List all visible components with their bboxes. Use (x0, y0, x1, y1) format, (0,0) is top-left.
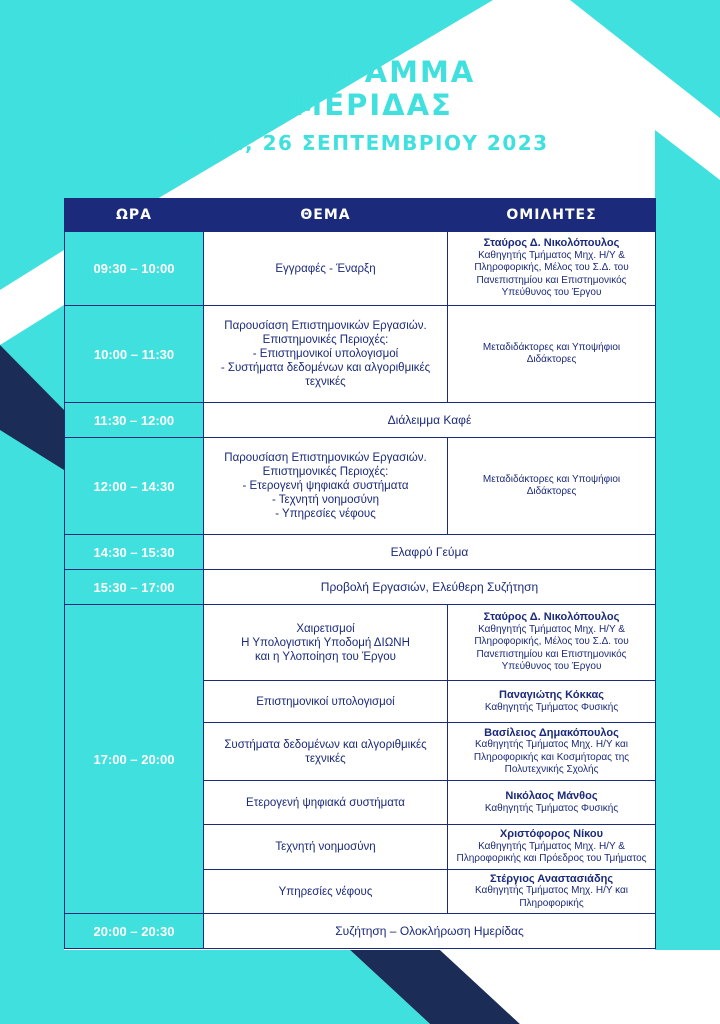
text-line: Διδάκτορες (526, 354, 577, 365)
time-cell: 14:30 – 15:30 (65, 535, 204, 570)
text-line: τεχνικές (305, 376, 346, 388)
topic-cell (204, 781, 448, 825)
speaker-cell (448, 438, 656, 535)
header-row (65, 199, 656, 232)
text-line: Υπεύθυνος του Έργου (501, 287, 602, 299)
text-line: Επιστημονικές Περιοχές: (262, 334, 389, 346)
speaker-cell (448, 723, 656, 781)
schedule-row (65, 605, 656, 681)
text-line: Διδάκτορες (526, 486, 577, 497)
text-line: Μεταδιδάκτορες και Υποψήφιοι (482, 341, 621, 353)
speaker-cell (448, 681, 656, 723)
text-line: Καθηγητής Τμήματος Μηχ. Η/Υ & (478, 623, 625, 635)
speaker-name: Νικόλαος Μάνθος (505, 790, 598, 802)
text-line: - Τεχνητή νοημοσύνη (271, 494, 380, 506)
text-line: Επιστημονικές Περιοχές: (262, 466, 389, 478)
topic-cell (204, 825, 448, 870)
text-line: Η Υπολογιστική Υποδομή ΔΙΩΝΗ (241, 636, 410, 649)
text-line: Καθηγητής Τμήματος Μηχ. Η/Υ και (475, 885, 628, 897)
text-line: Πληροφορικής και Πρόεδρος του Τμήματος (456, 853, 647, 865)
text-line: Πληροφορικής, Μέλος του Σ.Δ. του (474, 262, 629, 274)
schedule-body (65, 232, 656, 949)
merged-activity-cell: Προβολή Εργασιών, Ελεύθερη Συζήτηση (204, 570, 656, 605)
time-cell: 20:00 – 20:30 (65, 914, 204, 949)
text-line: Παρουσίαση Επιστημονικών Εργασιών. (224, 320, 427, 332)
merged-activity-cell: Συζήτηση – Ολοκλήρωση Ημερίδας (204, 914, 656, 949)
text-line: Τεχνητή νοημοσύνη (275, 841, 376, 853)
topic-cell (204, 232, 448, 306)
text-line: - Ετερογενή ψηφιακά συστήματα (242, 480, 409, 492)
speaker-cell (448, 232, 656, 306)
text-line: Επιστημονικοί υπολογισμοί (256, 695, 395, 708)
title-line-1: ΠΡΟΓΡΑΜΜΑ (244, 55, 476, 89)
schedule-row (65, 438, 656, 535)
topic-cell (204, 605, 448, 681)
speaker-name: Σταύρος Δ. Νικολόπουλος (483, 237, 620, 250)
header-topic: ΘΕΜΑ (204, 199, 448, 232)
text-line: Συστήματα δεδομένων και αλγοριθμικές (224, 738, 427, 751)
text-line: - Υπηρεσίες νέφους (275, 508, 376, 520)
topic-cell (204, 438, 448, 535)
text-line: Υπεύθυνος του Έργου (501, 661, 602, 673)
text-line: Πολυτεχνικής Σχολής (504, 764, 599, 775)
text-line: Παρουσίαση Επιστημονικών Εργασιών. (224, 452, 427, 464)
time-cell: 10:00 – 11:30 (65, 306, 204, 403)
topic-cell (204, 723, 448, 781)
text-line: Ετερογενή ψηφιακά συστήματα (246, 796, 405, 809)
speaker-name: Παναγιώτης Κόκκας (499, 689, 604, 701)
text-line: Εγγραφές - Έναρξη (275, 262, 376, 275)
time-cell: 17:00 – 20:00 (65, 605, 204, 914)
schedule-row (65, 232, 656, 306)
speaker-name: Σταύρος Δ. Νικολόπουλος (483, 611, 620, 624)
header-time: ΩΡΑ (65, 199, 204, 232)
schedule-row (65, 914, 656, 949)
text-line: Καθηγητής Τμήματος Φυσικής (484, 701, 619, 713)
topic-cell (204, 681, 448, 723)
speaker-cell (448, 306, 656, 403)
text-line: Καθηγητής Τμήματος Μηχ. Η/Υ & (478, 840, 625, 852)
time-cell: 15:30 – 17:00 (65, 570, 204, 605)
time-cell: 09:30 – 10:00 (65, 232, 204, 306)
speaker-name: Χριστόφορος Νίκου (499, 828, 604, 841)
schedule-row (65, 306, 656, 403)
schedule-row (65, 403, 656, 438)
text-line: - Επιστημονικοί υπολογισμοί (252, 348, 399, 360)
merged-activity-cell: Ελαφρύ Γεύμα (204, 535, 656, 570)
speaker-cell (448, 781, 656, 825)
schedule-table (64, 198, 656, 949)
speaker-cell (448, 825, 656, 870)
text-line: Πληροφορικής (519, 897, 584, 909)
topic-cell (204, 306, 448, 403)
text-line: Πανεπιστημίου και Επιστημονικός (476, 648, 627, 660)
merged-activity-cell: Διάλειμμα Καφέ (204, 403, 656, 438)
text-line: και η Υλοποίηση του Έργου (255, 650, 396, 663)
topic-cell (204, 870, 448, 914)
text-line: τεχνικές (305, 752, 346, 765)
cyan-field-right (655, 130, 720, 1024)
text-line: Πληροφορικής και Κοσμήτορας της (473, 751, 630, 763)
speaker-name: Στέργιος Αναστασιάδης (489, 872, 614, 885)
text-line: Καθηγητής Τμήματος Μηχ. Η/Υ και (475, 739, 628, 750)
schedule-row (65, 535, 656, 570)
speaker-cell (448, 870, 656, 914)
text-line: Πληροφορικής, Μέλος του Σ.Δ. του (474, 636, 629, 648)
header-speakers: ΟΜΙΛΗΤΕΣ (448, 199, 656, 232)
text-line: - Συστήματα δεδομένων και αλγοριθμικές (220, 362, 431, 374)
title-line-2: ΗΜΕΡΙΔΑΣ (267, 88, 453, 122)
white-stripe-bottom-right (655, 950, 720, 1024)
time-cell: 11:30 – 12:00 (65, 403, 204, 438)
text-line: Πανεπιστημίου και Επιστημονικός (476, 274, 627, 286)
time-cell: 12:00 – 14:30 (65, 438, 204, 535)
speaker-name: Βασίλειος Δημακόπουλος (484, 726, 619, 739)
text-line: Μεταδιδάκτορες και Υποψήφιοι (482, 473, 621, 485)
event-date: ΤΡΙΤΗ, 26 ΣΕΠΤΕΜΒΡΙΟΥ 2023 (171, 131, 549, 155)
text-line: Χαιρετισμοί (296, 622, 355, 635)
text-line: Καθηγητής Τμήματος Φυσικής (484, 802, 619, 814)
schedule-row (65, 570, 656, 605)
speaker-cell (448, 605, 656, 681)
text-line: Καθηγητής Τμήματος Μηχ. Η/Υ & (478, 249, 625, 261)
text-line: Υπηρεσίες νέφους (278, 885, 373, 898)
